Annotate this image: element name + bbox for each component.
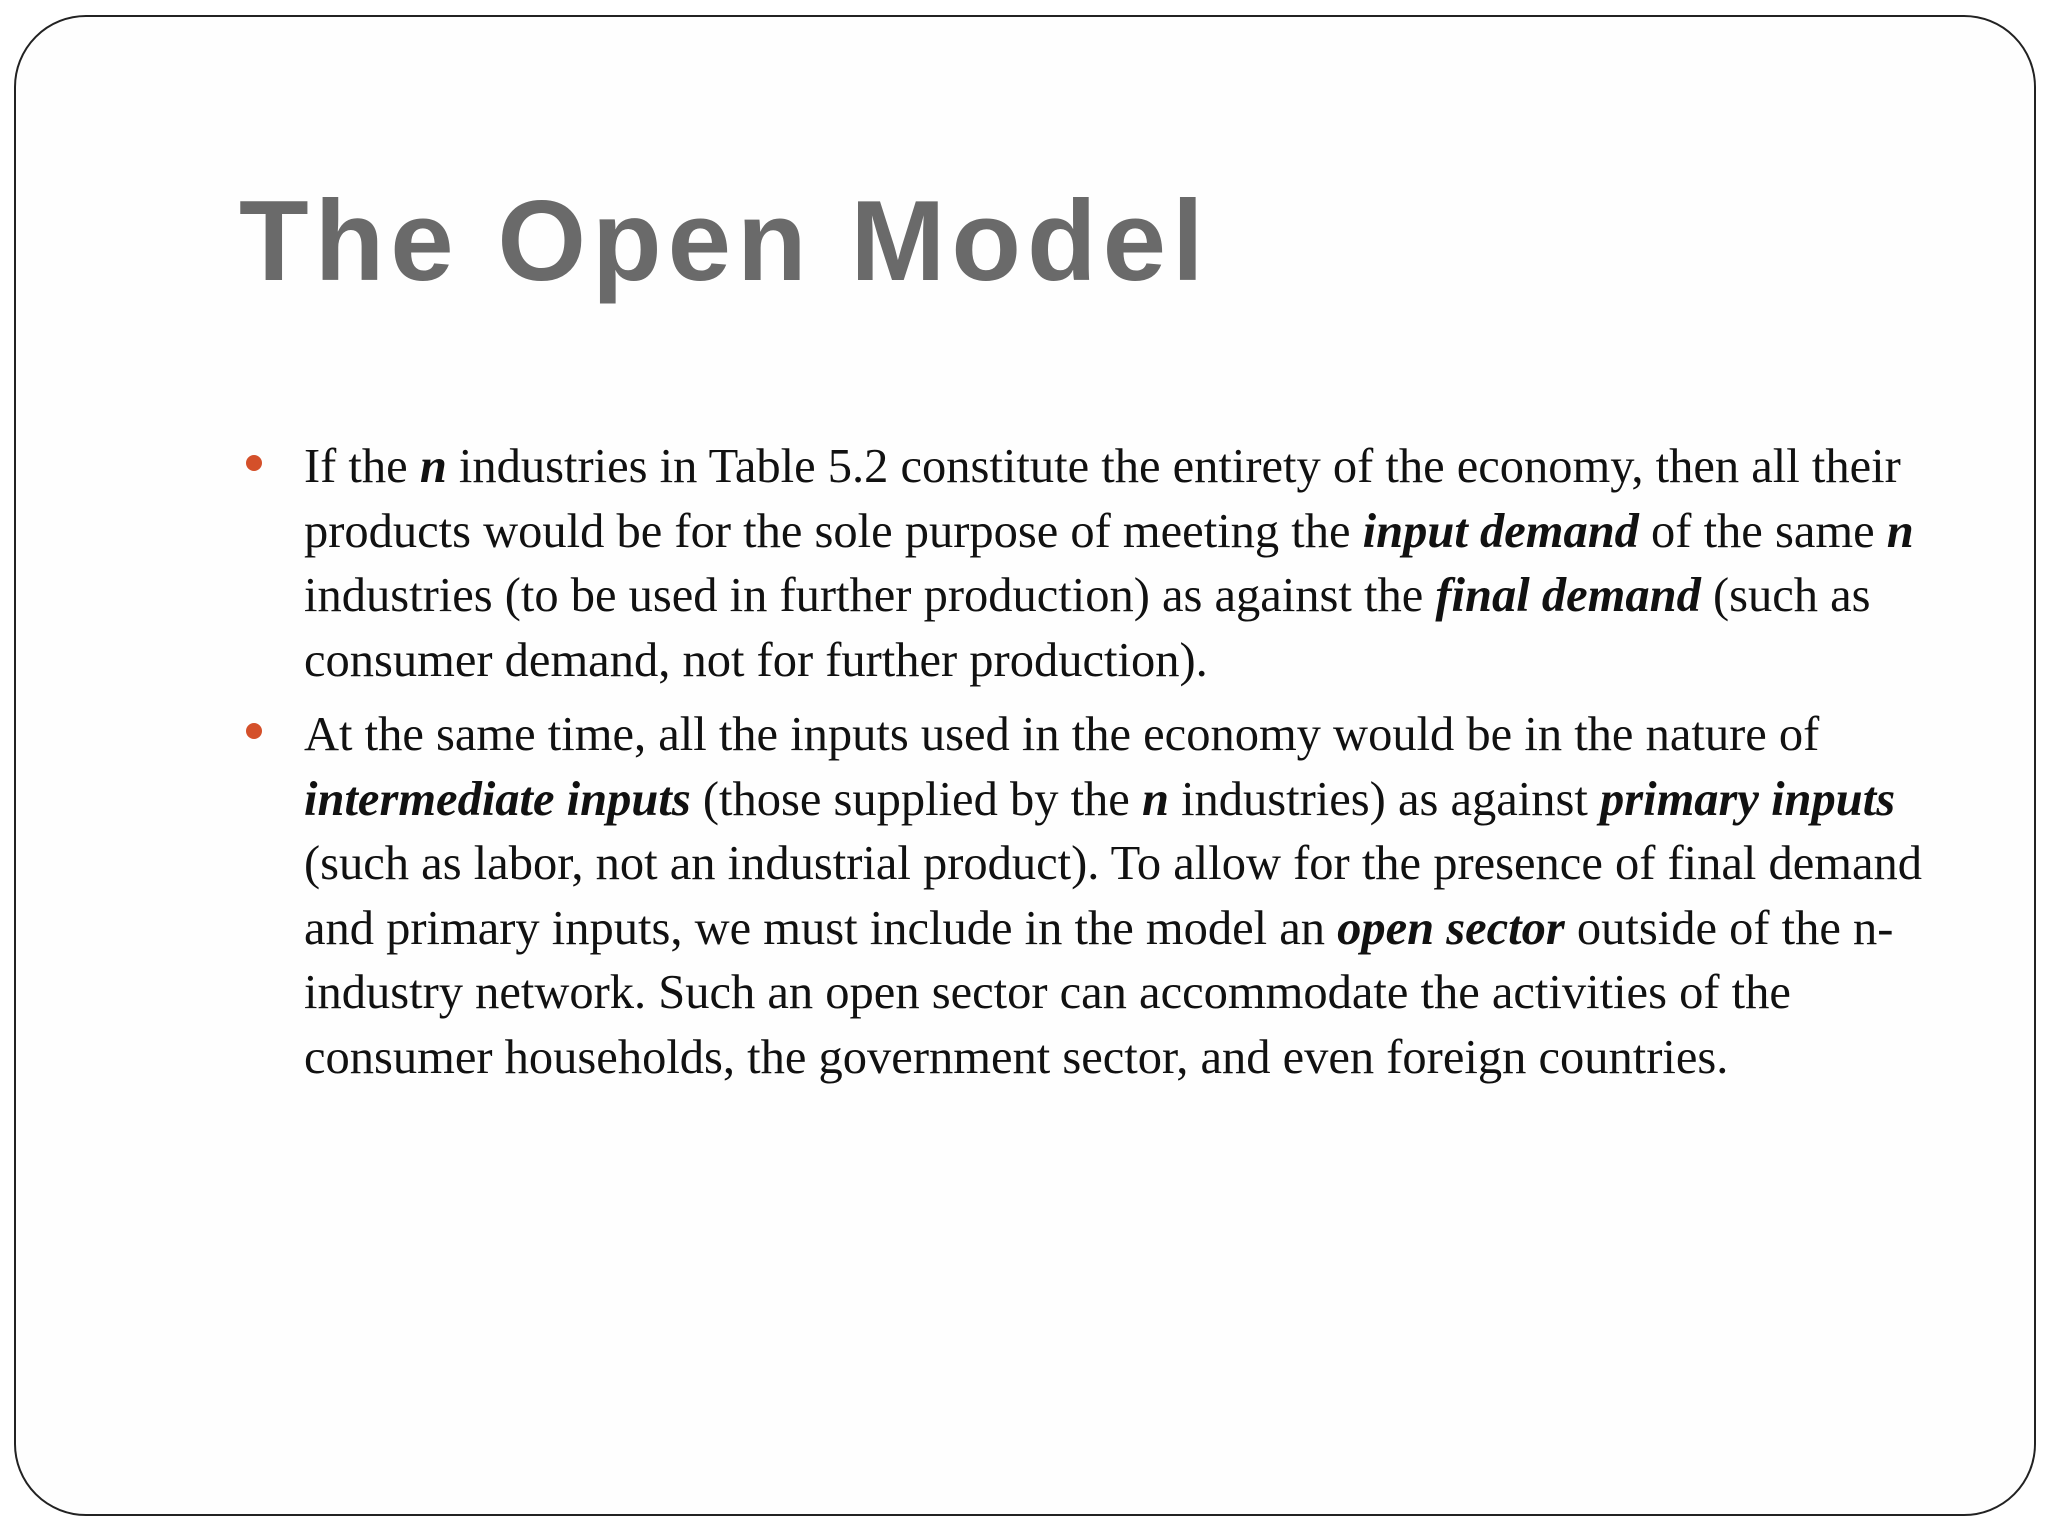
bullet-text — [304, 708, 1922, 1084]
text-run: outside of the n-industry network. Such an open sector can accommodate the activities of the consumer households, the government sector, and even foreign countries. — [304, 901, 1894, 1084]
emphasized-term: n — [1141, 772, 1169, 826]
text-run: (such as labor, not an industrial product). To allow for the presence of final demand and primary inputs, we must include in the model an — [304, 837, 1923, 955]
slide-title: The Open Model — [239, 178, 1210, 305]
emphasized-term: open sector — [1337, 901, 1565, 955]
bullet-dot-icon — [246, 455, 262, 471]
text-run: of the same — [1638, 504, 1887, 558]
text-run: If the — [304, 440, 420, 493]
bullet-item — [242, 435, 1942, 693]
bullet-item — [242, 703, 1942, 1090]
emphasized-term: n — [1886, 504, 1914, 558]
slide — [14, 15, 2036, 1516]
text-run: (such as consumer demand, not for further production). — [304, 569, 1871, 687]
text-run: industries (to be used in further production) as against the — [304, 569, 1436, 622]
emphasized-term: intermediate inputs — [304, 772, 691, 826]
emphasized-term: primary inputs — [1599, 772, 1896, 826]
bullet-list — [242, 435, 1942, 1100]
bullet-dot-icon — [246, 723, 262, 739]
text-run: industries) as against — [1168, 772, 1600, 826]
emphasized-term: input demand — [1362, 504, 1639, 558]
emphasized-term: n — [419, 440, 447, 493]
text-run: industries in Table 5.2 constitute the entirety of the economy, then all their products would be for the sole purpose of meeting the — [304, 440, 1901, 558]
text-run: At the same time, all the inputs used in the economy would be in the nature of — [304, 708, 1820, 761]
text-run: (those supplied by the — [690, 772, 1142, 826]
emphasized-term: final demand — [1435, 569, 1701, 622]
bullet-text — [304, 440, 1914, 687]
